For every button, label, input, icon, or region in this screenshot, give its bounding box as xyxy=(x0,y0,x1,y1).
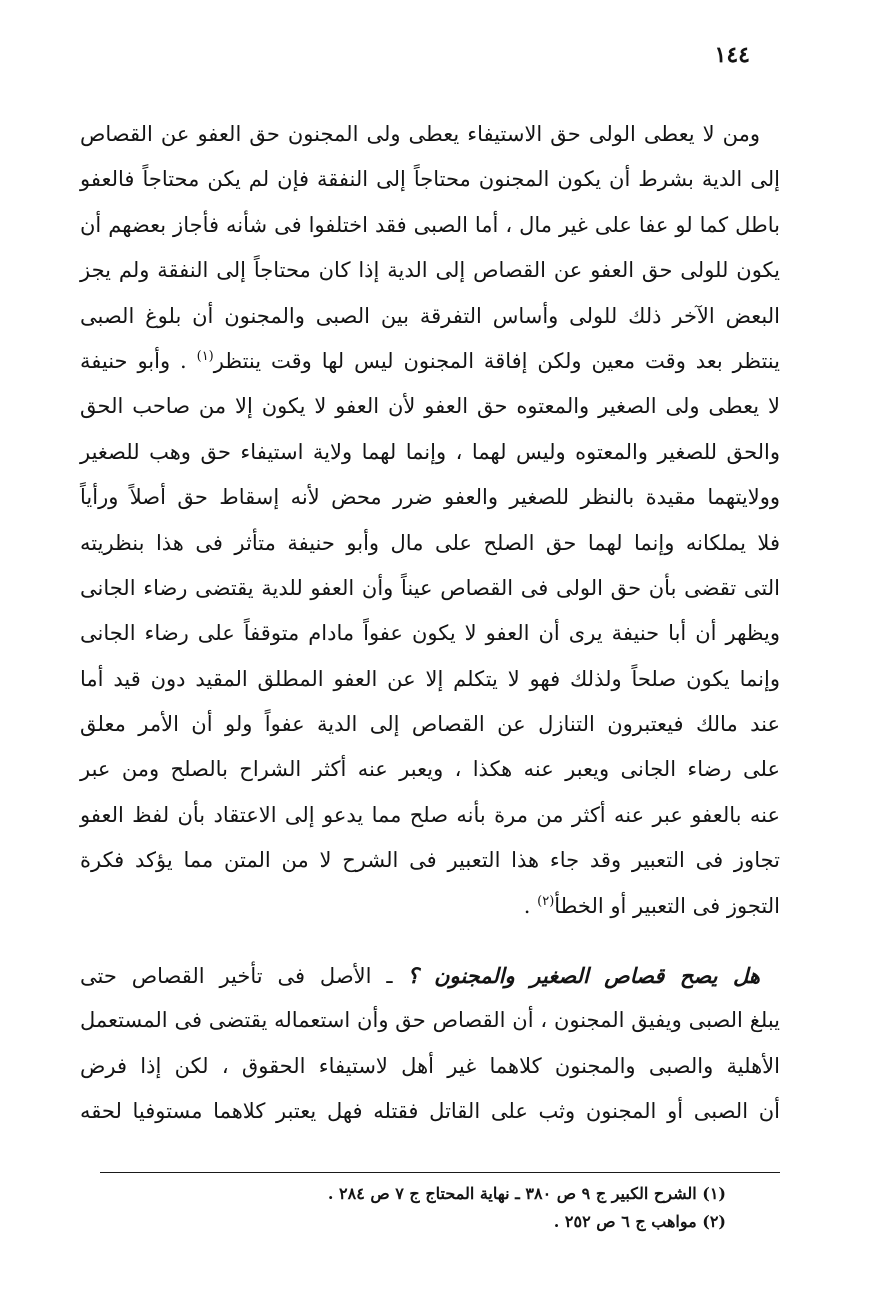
section-line-4: أن الصبى أو المجنون وثب على القاتل فقتله فهل يعتبر كلاهما مستوفيا لحقه xyxy=(80,1099,780,1124)
footnotes xyxy=(126,1180,726,1236)
text-line-10: فلا يملكانه وإنما لهما حق الصلح على مال وأبو حنيفة متأثر فى هذا بنظريته xyxy=(80,530,780,555)
text-line-1: ومن لا يعطى الولى حق الاستيفاء يعطى ولى المجنون حق العفو عن القصاص xyxy=(80,122,760,146)
text-line-2: إلى الدية بشرط أن يكون المجنون محتاجاً إلى النفقة فإن لم يكن محتاجاً فالعفو xyxy=(80,167,780,192)
text-line-3: باطل كما لو عفا على غير مال ، أما الصبى فقد اختلفوا فى شأنه فأجاز بعضهم أن xyxy=(80,212,780,237)
text-line-18-tail: . xyxy=(523,893,531,918)
text-line-6 xyxy=(80,339,780,384)
text-line-17: تجاوز فى التعبير وقد جاء هذا التعبير فى الشرح لا من المتن مما يؤكد فكرة xyxy=(80,848,780,873)
text-line-6-main: ينتظر بعد وقت معين ولكن إفاقة المجنون ليس لها وقت ينتظر xyxy=(213,348,780,373)
text-line-16: عنه بالعفو عبر عنه أكثر من مرة بأنه صلح مما يدعو إلى الاعتقاد بأن لفظ العفو xyxy=(80,802,780,827)
section-heading-line xyxy=(80,953,780,998)
text-line-18-main: التجوز فى التعبير أو الخطأ xyxy=(554,893,780,918)
footnote-2: (٢) مواهب ج ٦ ص ٢٥٢ . xyxy=(553,1212,726,1231)
footnote-1: (١) الشرح الكبير ج ٩ ص ٣٨٠ ـ نهاية المحتاج ج ٧ ص ٢٨٤ . xyxy=(327,1184,726,1203)
section-line-2: يبلغ الصبى ويفيق المجنون ، أن القصاص حق وأن استعماله يقتضى فى المستعمل xyxy=(80,1008,780,1033)
section-heading: هل يصح قصاص الصغير والمجنون ؟ xyxy=(407,963,760,989)
text-line-5: البعض الآخر ذلك للولى وأساس التفرقة بين الصبى والمجنون أن بلوغ الصبى xyxy=(80,303,780,328)
text-line-7: لا يعطى ولى الصغير والمعتوه حق العفو لأن العفو لا يكون إلا من صاحب الحق xyxy=(80,394,780,419)
footnote-ref-2: (٢) xyxy=(537,893,555,909)
text-line-12: ويظهر أن أبا حنيفة يرى أن العفو لا يكون عفواً مادام متوقفاً على رضاء الجانى xyxy=(80,621,780,646)
text-line-15: على رضاء الجانى ويعبر عنه هكذا ، ويعبر عنه أكثر الشراح بالصلح ومن عبر xyxy=(80,757,780,782)
text-line-9: وولايتهما مقيدة بالنظر للصغير والعفو ضرر محض لأنه إسقاط حق أصلاً ورأياً xyxy=(80,485,780,510)
text-line-4: يكون للولى حق العفو عن القصاص إلى الدية إذا كان محتاجاً إلى النفقة ولم يجز xyxy=(80,258,780,283)
text-line-13: وإنما يكون صلحاً ولذلك فهو لا يتكلم إلا عن العفو المطلق المقيد دون قيد أما xyxy=(80,666,780,691)
text-line-11: التى تقضى بأن حق الولى فى القصاص عيناً وأن العفو للدية يقتضى رضاء الجانى xyxy=(80,575,780,600)
footnote-divider xyxy=(100,1172,780,1173)
page-number: ١٤٤ xyxy=(714,42,750,68)
footnote-ref-1: (١) xyxy=(196,348,214,364)
text-line-6-tail: . وأبو حنيفة xyxy=(80,348,187,373)
text-line-8: والحق للصغير والمعتوه وليس لهما ، وإنما لهما ولاية استيفاء حق وهب للصغير xyxy=(80,439,780,464)
main-text xyxy=(80,112,780,1135)
section-line-1: ـ الأصل فى تأخير القصاص حتى xyxy=(80,964,393,989)
text-line-14: عند مالك فيعتبرون التنازل عن القصاص إلى الدية عفواً ولو أن الأمر معلق xyxy=(80,712,780,737)
text-line-18 xyxy=(80,884,780,929)
paragraph-gap xyxy=(80,929,780,953)
section-line-3: الأهلية والصبى والمجنون كلاهما غير أهل لاستيفاء الحقوق ، لكن إذا فرض xyxy=(80,1053,780,1078)
